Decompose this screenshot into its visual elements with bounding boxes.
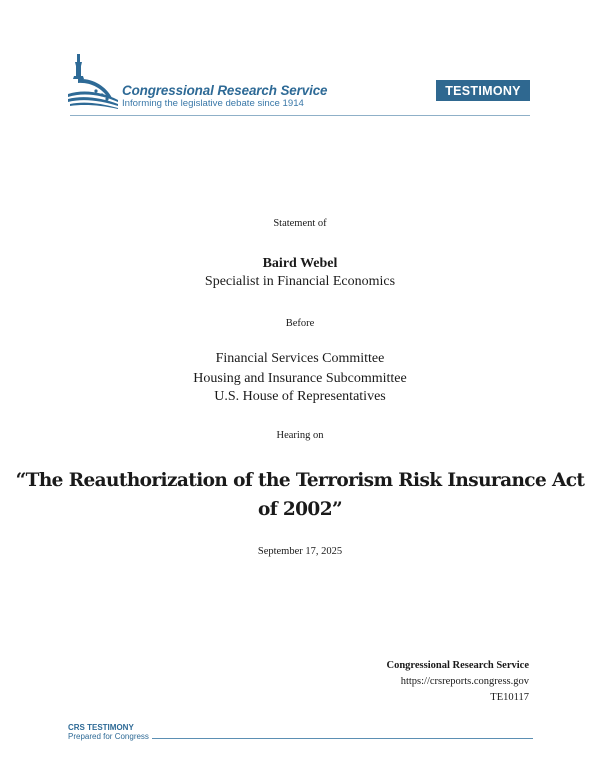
committee-line-1: Financial Services Committee <box>215 351 385 366</box>
testimony-badge: TESTIMONY <box>436 80 530 101</box>
hearing-date: September 17, 2025 <box>257 546 343 557</box>
report-number: TE10117 <box>490 692 529 703</box>
header-divider <box>70 115 530 116</box>
citation-url[interactable]: https://crsreports.congress.gov <box>400 676 529 687</box>
speaker-name: Baird Webel <box>262 256 338 271</box>
statement-intro: Statement of <box>273 218 327 229</box>
footer-divider <box>152 738 533 739</box>
before-label: Before <box>285 318 315 329</box>
org-name: Congressional Research Service <box>122 83 328 98</box>
hearing-title-line-2: of 2002” <box>257 499 343 520</box>
committee-line-3: U.S. House of Representatives <box>214 389 386 404</box>
org-tagline: Informing the legislative debate since 1914 <box>122 98 304 109</box>
footer-crs-testimony: CRS TESTIMONY <box>68 723 134 732</box>
capitol-dome-icon <box>66 52 120 110</box>
hearing-label: Hearing on <box>276 430 324 441</box>
footer-prepared-for-congress: Prepared for Congress <box>68 732 149 741</box>
speaker-title: Specialist in Financial Economics <box>204 274 396 289</box>
hearing-title <box>0 466 600 524</box>
hearing-title-line-1: “The Reauthorization of the Terrorism Risk Insurance Act <box>15 470 585 491</box>
committee-line-2: Housing and Insurance Subcommittee <box>193 371 407 386</box>
citation-org: Congressional Research Service <box>386 660 529 671</box>
